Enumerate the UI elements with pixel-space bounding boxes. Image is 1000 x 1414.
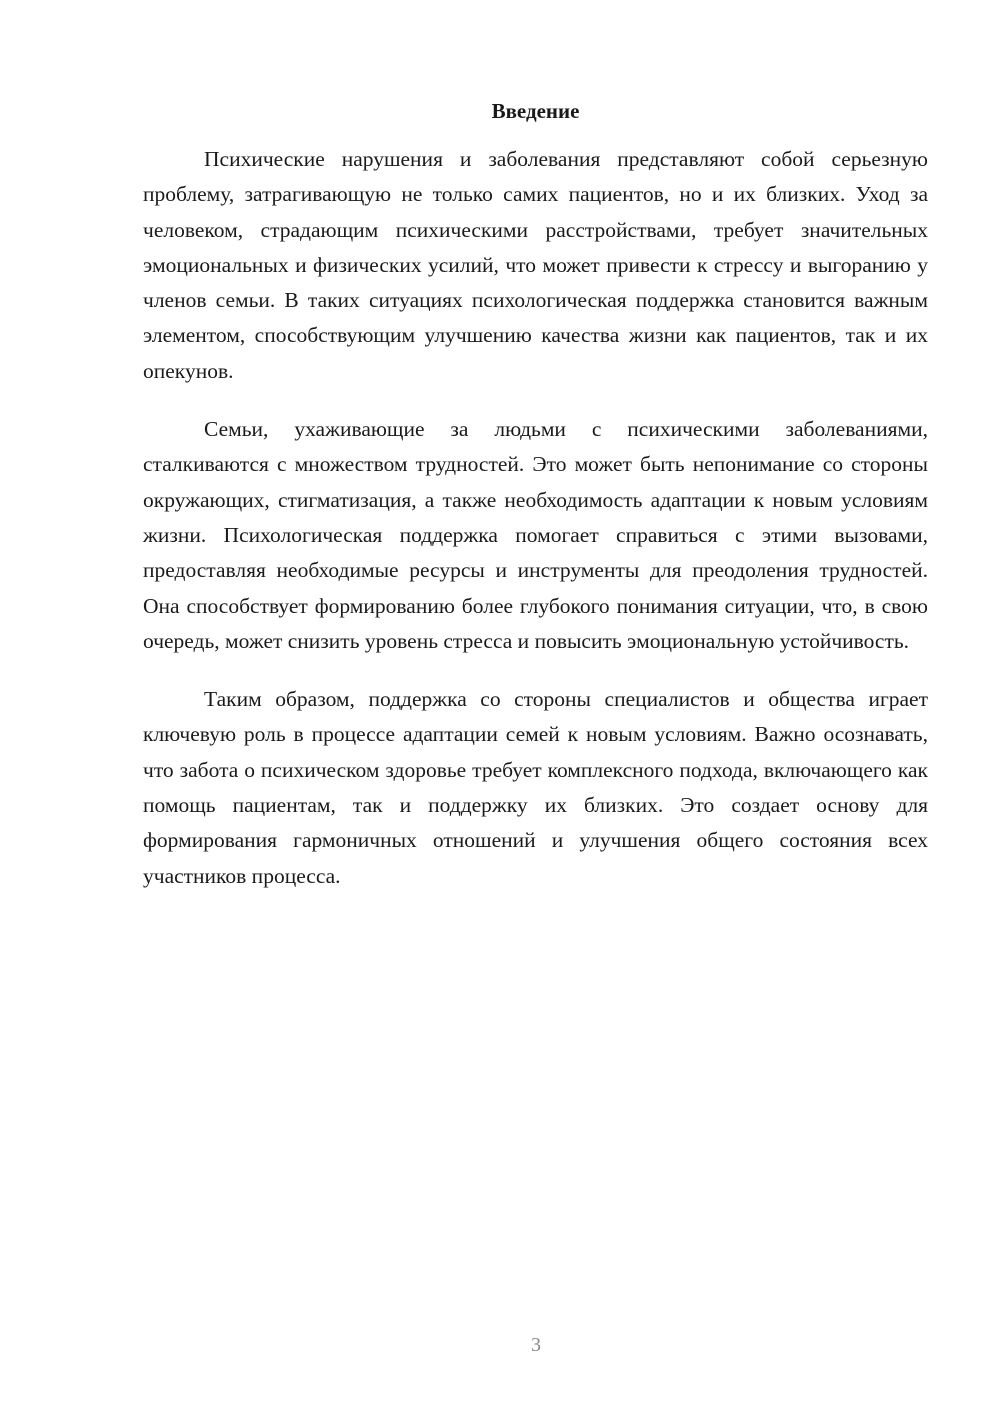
page-number: 3 (531, 1334, 541, 1356)
section-title: Введение (491, 99, 580, 123)
body-text (143, 142, 928, 917)
paragraph-3: Таким образом, поддержка со стороны специалистов и общества играет ключевую роль в процессе адаптации семей к новым условиям. Важно осознавать, что забота о психическом здоровье требует комплексного подхода, включающего как помощь пациентам, так и поддержку их близких. Это создает основу для формирования гармоничных отношений и улучшения общего состояния всех участников процесса. (143, 687, 928, 888)
paragraph-1: Психические нарушения и заболевания представляют собой серьезную проблему, затрагивающую не только самих пациентов, но и их близких. Уход за человеком, страдающим психическими расстройствами, требует значительных эмоциональных и физических усилий, что может привести к стрессу и выгоранию у членов семьи. В таких ситуациях психологическая поддержка становится важным элементом, способствующим улучшению качества жизни как пациентов, так и их опекунов. (143, 147, 928, 383)
paragraph-2: Семьи, ухаживающие за людьми с психическими заболеваниями, сталкиваются с множеством трудностей. Это может быть непонимание со стороны окружающих, стигматизация, а также необходимость адаптации к новым условиям жизни. Психологическая поддержка помогает справиться с этими вызовами, предоставляя необходимые ресурсы и инструменты для преодоления трудностей. Она способствует формированию более глубокого понимания ситуации, что, в свою очередь, может снизить уровень стресса и повысить эмоциональную устойчивость. (143, 417, 928, 653)
